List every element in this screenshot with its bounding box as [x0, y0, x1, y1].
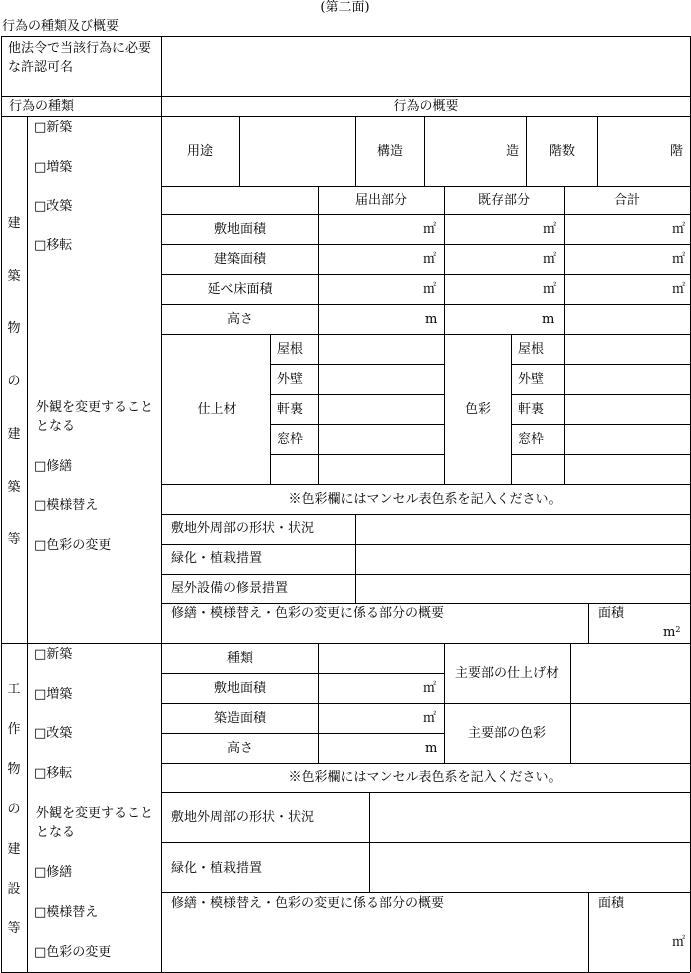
- table-rule: [511, 424, 690, 425]
- table-rule: [588, 603, 589, 643]
- table-rule: [1, 36, 2, 972]
- part-roof: 屋根: [518, 342, 545, 357]
- vlabel-char: 物: [7, 762, 21, 777]
- unit: ㎡: [672, 252, 686, 267]
- vlabel-char: 作: [7, 722, 21, 737]
- table-rule: [511, 394, 690, 395]
- floors-label: 階数: [548, 144, 576, 159]
- construction-area-label: 築造面積: [213, 711, 267, 726]
- use-label: 用途: [186, 144, 214, 159]
- area-label: 面積: [598, 606, 625, 621]
- table-rule: [161, 544, 690, 545]
- checkbox-relocate[interactable]: □移転: [34, 238, 73, 253]
- table-rule: [161, 186, 690, 187]
- other-law-label-1: 他法令で当該行為に必要: [8, 41, 152, 56]
- table-rule: [161, 214, 690, 215]
- table-rule: [511, 454, 690, 455]
- vlabel-char: 等: [7, 532, 21, 547]
- checkbox-repair[interactable]: □修繕: [34, 459, 73, 474]
- unit: m: [425, 741, 438, 756]
- table-rule: [161, 603, 690, 604]
- table-rule: [369, 792, 370, 892]
- table-rule: [161, 792, 690, 793]
- table-rule: [318, 186, 319, 334]
- table-rule: [444, 643, 445, 763]
- part-eaves: 軒裏: [518, 402, 545, 417]
- floors-unit: 階: [670, 144, 684, 159]
- table-rule: [564, 186, 565, 334]
- greening-label: 緑化・植栽措置: [171, 861, 263, 876]
- table-rule: [570, 643, 571, 763]
- munsell-note: ※色彩欄にはマンセル表色系を記入ください。: [288, 492, 562, 507]
- building-area-label: 建築面積: [213, 252, 267, 267]
- checkbox-rebuild[interactable]: □改築: [34, 726, 73, 741]
- repair-summary-label: 修繕・模様替え・色彩の変更に係る部分の概要: [171, 896, 445, 911]
- table-rule: [511, 364, 690, 365]
- table-rule: [161, 842, 690, 843]
- checkbox-new[interactable]: □新築: [34, 120, 73, 135]
- table-rule: [161, 304, 690, 305]
- part-roof: 屋根: [277, 342, 304, 357]
- table-rule: [27, 116, 28, 643]
- unit: ㎡: [543, 222, 557, 237]
- floor-area-label: 延べ床面積: [207, 282, 273, 297]
- table-rule: [588, 892, 589, 972]
- table-rule: [161, 733, 444, 734]
- unit: ㎡: [423, 222, 437, 237]
- table-rule: [161, 274, 690, 275]
- checkbox-extension[interactable]: □増築: [34, 160, 73, 175]
- table-rule: [318, 334, 319, 484]
- table-rule: [1, 36, 690, 37]
- table-rule: [318, 643, 319, 763]
- unit: ㎡: [423, 711, 437, 726]
- exterior-change-label-2: となる: [36, 825, 76, 840]
- structure-unit: 造: [506, 144, 520, 159]
- kind-header: 行為の種類: [9, 99, 75, 114]
- repair-summary-label: 修繕・模様替え・色彩の変更に係る部分の概要: [171, 606, 445, 621]
- table-rule: [511, 334, 512, 484]
- table-rule: [161, 574, 690, 575]
- unit: ㎡: [423, 252, 437, 267]
- table-rule: [355, 116, 356, 186]
- table-rule: [161, 673, 444, 674]
- other-law-input[interactable]: [163, 38, 688, 94]
- table-rule: [444, 186, 445, 334]
- table-rule: [161, 36, 162, 972]
- col-existing: 既存部分: [477, 193, 531, 208]
- area-unit: $m^2$: [663, 625, 681, 640]
- table-rule: [564, 334, 565, 484]
- vlabel-char: 設: [7, 882, 21, 897]
- table-rule: [424, 116, 425, 186]
- checkbox-repair[interactable]: □修繕: [34, 865, 73, 880]
- table-rule: [1, 116, 690, 117]
- part-window: 窓枠: [518, 432, 545, 447]
- color-label: 色彩: [464, 402, 492, 417]
- unit: ㎡: [543, 252, 557, 267]
- table-rule: [161, 763, 690, 764]
- table-rule: [270, 394, 444, 395]
- munsell-note: ※色彩欄にはマンセル表色系を記入ください。: [288, 770, 562, 785]
- checkbox-new[interactable]: □新築: [34, 647, 73, 662]
- table-rule: [444, 334, 445, 484]
- vlabel-char: 建: [7, 216, 21, 231]
- part-wall: 外壁: [277, 372, 304, 387]
- unit: ㎡: [543, 282, 557, 297]
- col-new: 届出部分: [354, 193, 408, 208]
- height-label: 高さ: [226, 741, 254, 756]
- vlabel-char: の: [7, 374, 21, 389]
- table-rule: [161, 703, 690, 704]
- outdoor-label: 屋外設備の修景措置: [171, 581, 289, 596]
- exterior-change-label-2: となる: [36, 419, 76, 434]
- page-label: (第二面): [320, 0, 370, 15]
- unit: ㎡: [672, 282, 686, 297]
- main-color-label: 主要部の色彩: [467, 726, 547, 741]
- vlabel-char: 建: [7, 842, 21, 857]
- area-unit: ㎡: [672, 935, 686, 950]
- table-rule: [526, 116, 527, 186]
- structure-label: 構造: [376, 144, 404, 159]
- vlabel-char: 築: [7, 269, 21, 284]
- checkbox-remodel[interactable]: □模様替え: [34, 905, 99, 920]
- checkbox-color-change[interactable]: □色彩の変更: [34, 945, 112, 960]
- table-rule: [355, 514, 356, 603]
- table-rule: [1, 96, 690, 97]
- checkbox-relocate[interactable]: □移転: [34, 766, 73, 781]
- vlabel-char: 築: [7, 480, 21, 495]
- unit: ㎡: [672, 222, 686, 237]
- table-rule: [270, 454, 444, 455]
- table-rule: [239, 116, 240, 186]
- unit: ㎡: [423, 282, 437, 297]
- table-rule: [161, 892, 690, 893]
- vlabel-char: 建: [7, 427, 21, 442]
- table-rule: [1, 643, 690, 644]
- part-eaves: 軒裏: [277, 402, 304, 417]
- part-window: 窓枠: [277, 432, 304, 447]
- table-rule: [270, 364, 444, 365]
- site-area-label: 敷地面積: [213, 222, 267, 237]
- part-wall: 外壁: [518, 372, 545, 387]
- area-label: 面積: [598, 896, 625, 911]
- exterior-change-label-1: 外観を変更すること: [36, 400, 154, 415]
- finish-label: 仕上材: [197, 402, 237, 417]
- site-area-label: 敷地面積: [213, 681, 267, 696]
- table-rule: [161, 244, 690, 245]
- unit: ㎡: [423, 681, 437, 696]
- height-label: 高さ: [226, 312, 254, 327]
- col-total: 合計: [613, 193, 641, 208]
- table-rule: [161, 334, 690, 335]
- summary-header: 行為の概要: [393, 99, 459, 114]
- vlabel-char: 工: [7, 682, 21, 697]
- main-finish-label: 主要部の仕上げ材: [454, 666, 560, 681]
- checkbox-color-change[interactable]: □色彩の変更: [34, 538, 112, 553]
- table-rule: [270, 424, 444, 425]
- perimeter-label: 敷地外周部の形状・状況: [171, 810, 315, 825]
- section-title: 行為の種類及び概要: [2, 19, 120, 34]
- table-rule: [161, 484, 690, 485]
- unit: m: [425, 312, 438, 327]
- vlabel-char: 物: [7, 321, 21, 336]
- exterior-change-label-1: 外観を変更すること: [36, 806, 154, 821]
- checkbox-remodel[interactable]: □模様替え: [34, 498, 99, 513]
- checkbox-extension[interactable]: □増築: [34, 687, 73, 702]
- type-label: 種類: [226, 651, 254, 666]
- table-rule: [270, 334, 271, 484]
- vlabel-char: 等: [7, 921, 21, 936]
- unit: m: [542, 312, 555, 327]
- other-law-label-2: な許認可名: [8, 60, 74, 75]
- greening-label: 緑化・植栽措置: [171, 551, 263, 566]
- table-rule: [597, 116, 598, 186]
- checkbox-rebuild[interactable]: □改築: [34, 199, 73, 214]
- perimeter-label: 敷地外周部の形状・状況: [171, 521, 315, 536]
- table-rule: [161, 514, 690, 515]
- table-rule: [27, 643, 28, 972]
- vlabel-char: の: [7, 802, 21, 817]
